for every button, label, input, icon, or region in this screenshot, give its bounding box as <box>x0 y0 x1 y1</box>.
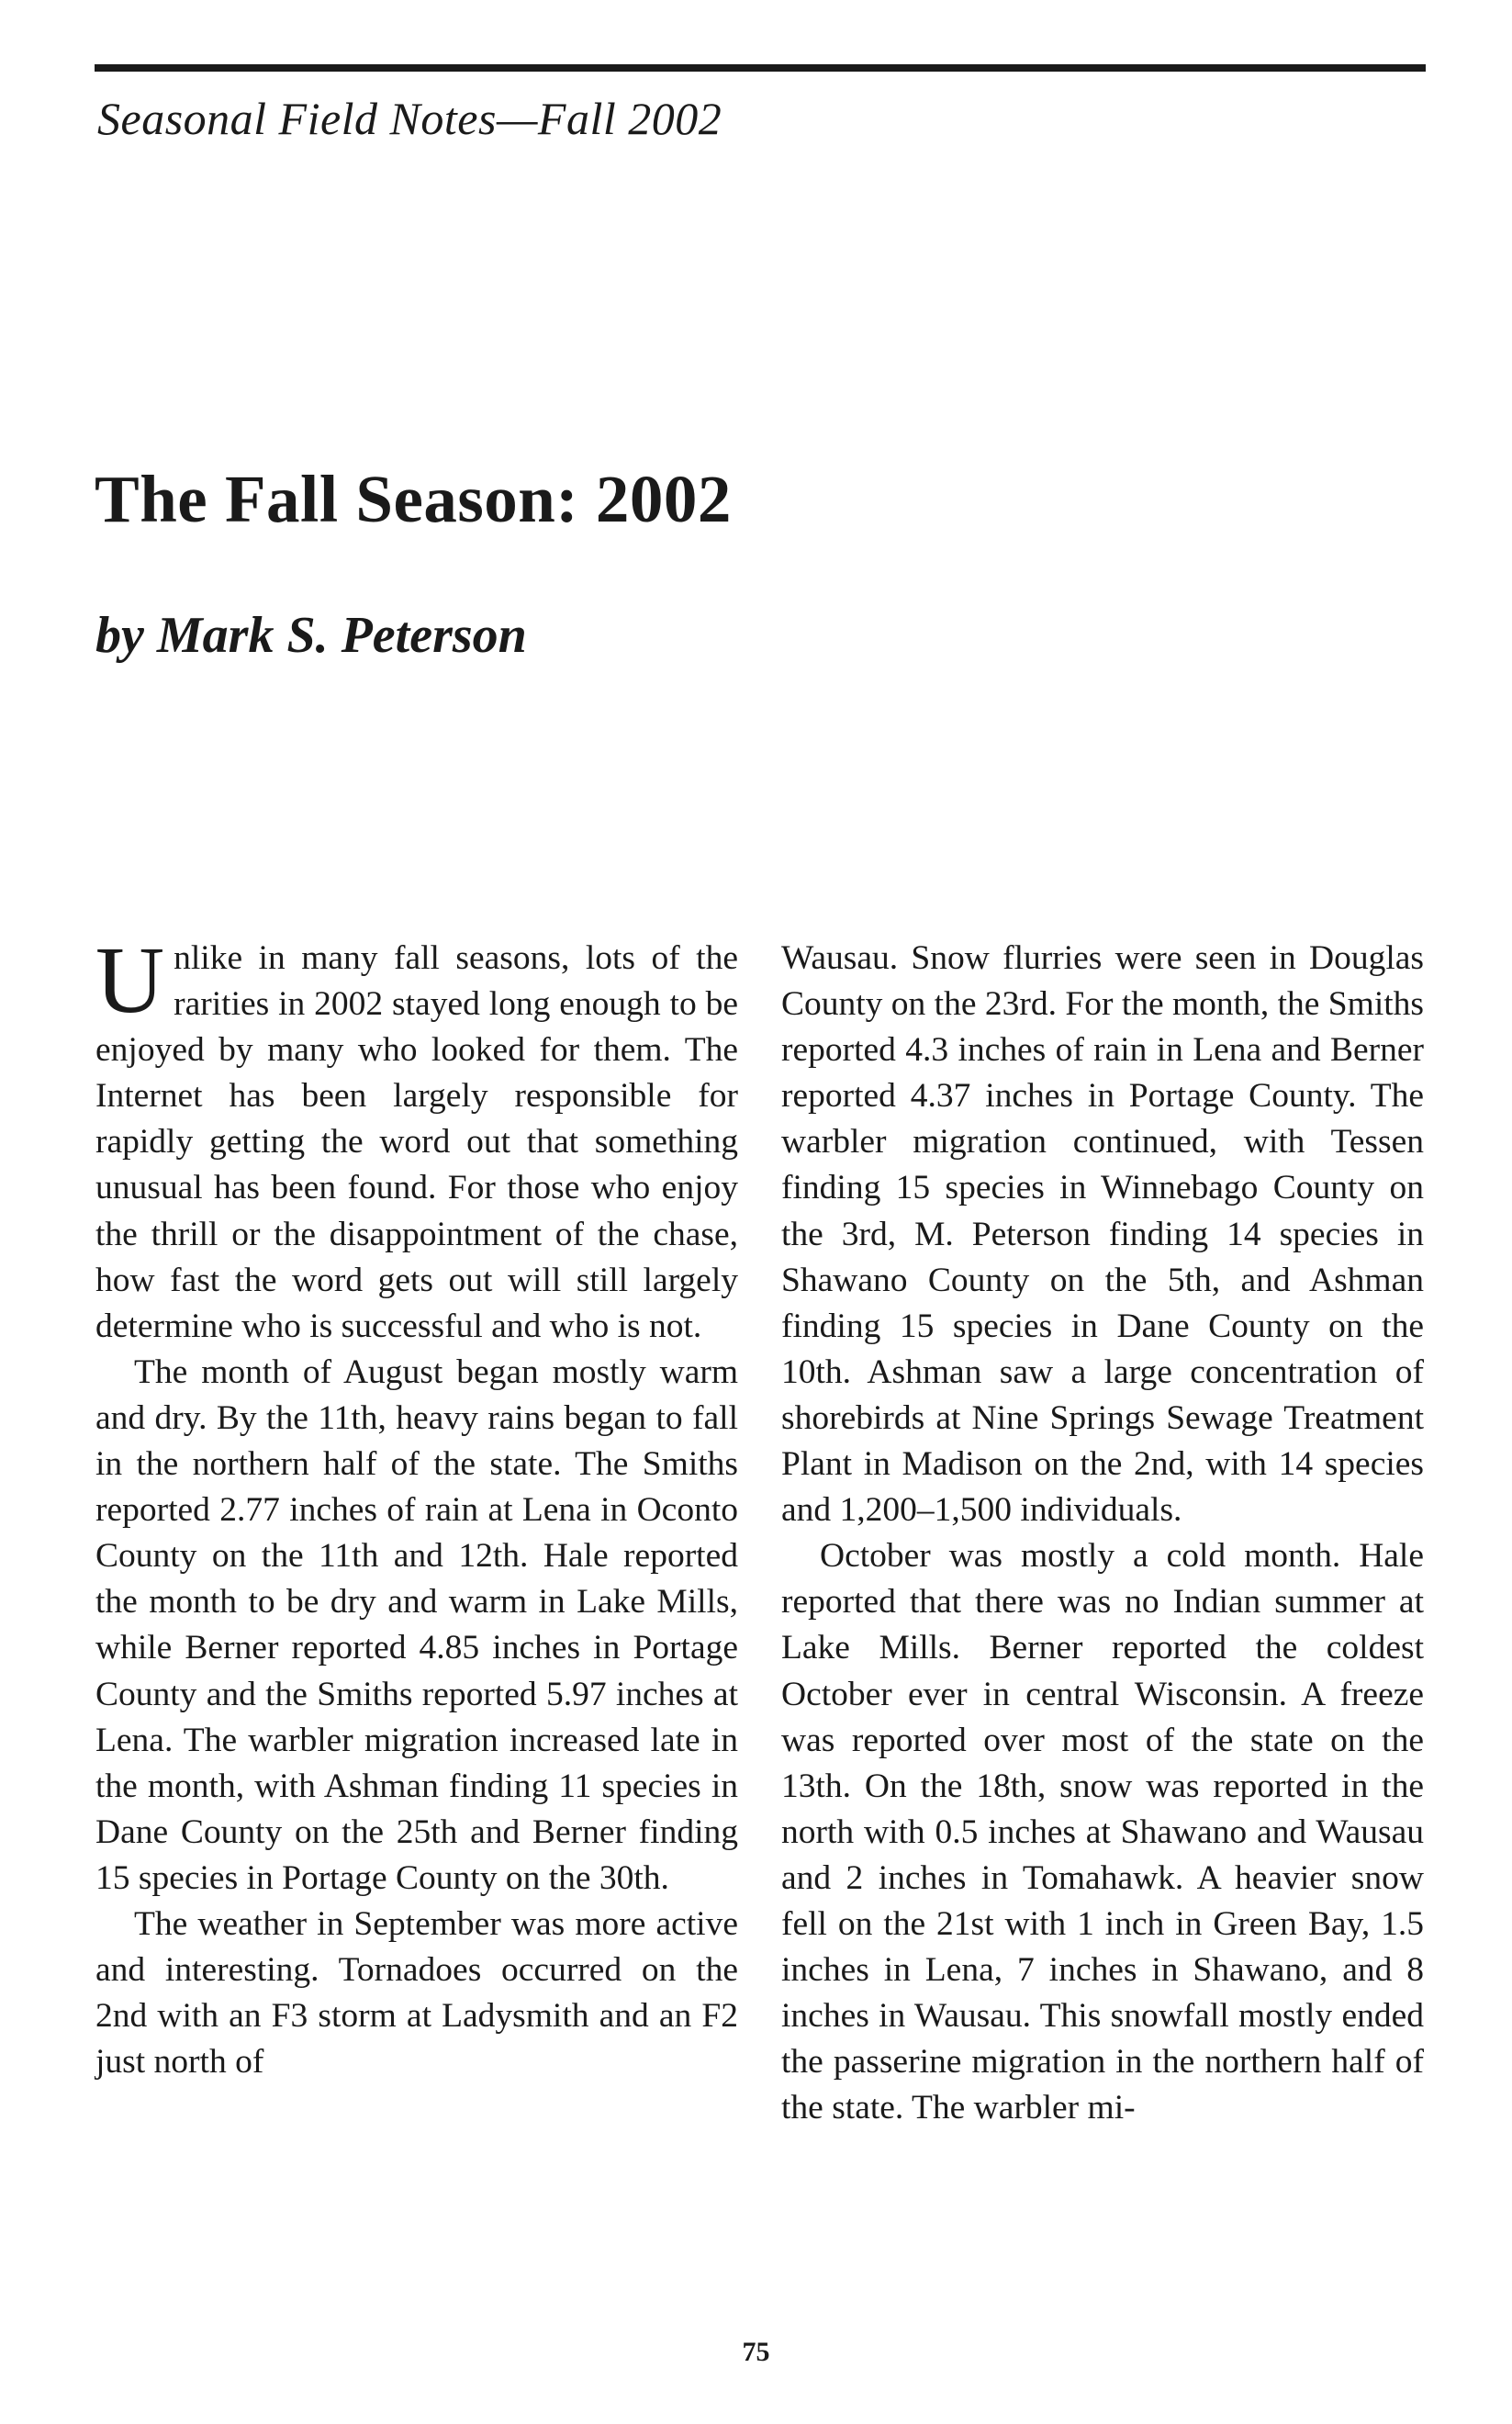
paragraph: October was mostly a cold month. Hale reported that there was no Indian summer at Lake Mills. Berner reported the coldest October ever in central Wisconsin. A freeze was reported over most of the state on the 13th. On the 18th, snow was reported in the north with 0.5 inches at Shawano and Wausau and 2 inches in Tomahawk. A heavier snow fell on the 21st with 1 inch in Green Bay, 1.5 inches in Lena, 7 inches in Shawano, and 8 inches in Wausau. This snowfall mostly ended the passerine migration in the northern half of the state. The warbler mi- <box>781 1537 1424 2127</box>
top-rule <box>95 64 1426 72</box>
right-column <box>781 936 1424 2131</box>
paragraph-text: nlike in many fall seasons, lots of the rarities in 2002 stayed long enough to be enjoyed by many who looked for them. The Internet has been largely responsible for rapidly getting the word out that something unusual has been found. For those who enjoy the thrill or the disappointment of the chase, how fast the word gets out will still largely determine who is successful and who is not. <box>95 939 738 1345</box>
running-head: Seasonal Field Notes—Fall 2002 <box>97 93 722 144</box>
paragraph: The weather in September was more active and interesting. Tornadoes occurred on the 2nd with an F3 storm at Ladysmith and an F2 just north of <box>95 1904 738 2082</box>
paragraph <box>95 927 738 1350</box>
article-title: The Fall Season: 2002 <box>95 462 732 536</box>
left-column <box>95 927 738 2085</box>
drop-cap: U <box>95 927 165 1033</box>
paragraph: The month of August began mostly warm and dry. By the 11th, heavy rains began to fall in the northern half of the state. The Smiths reported 2.77 inches of rain at Lena in Oconto County on the 11th and 12th. Hale reported the month to be dry and warm in Lake Mills, while Berner reported 4.85 inches in Portage County and the Smiths reported 5.97 inches at Lena. The warbler migration increased late in the month, with Ashman finding 11 species in Dane County on the 25th and Berner finding 15 species in Portage County on the 30th. <box>95 1352 738 1897</box>
byline: by Mark S. Peterson <box>95 607 527 664</box>
paragraph: Wausau. Snow flurries were seen in Douglas County on the 23rd. For the month, the Smiths reported 4.3 inches of rain in Lena and Berner reported 4.37 inches in Portage County. The warbler migration continued, with Tessen finding 15 species in Winnebago County on the 3rd, M. Peterson finding 14 species in Shawano County on the 5th, and Ashman finding 15 species in Dane County on the 10th. Ashman saw a large concentration of shorebirds at Nine Springs Sewage Treatment Plant in Madison on the 2nd, with 14 species and 1,200–1,500 individuals. <box>781 939 1424 1530</box>
page-number: 75 <box>742 2337 770 2367</box>
